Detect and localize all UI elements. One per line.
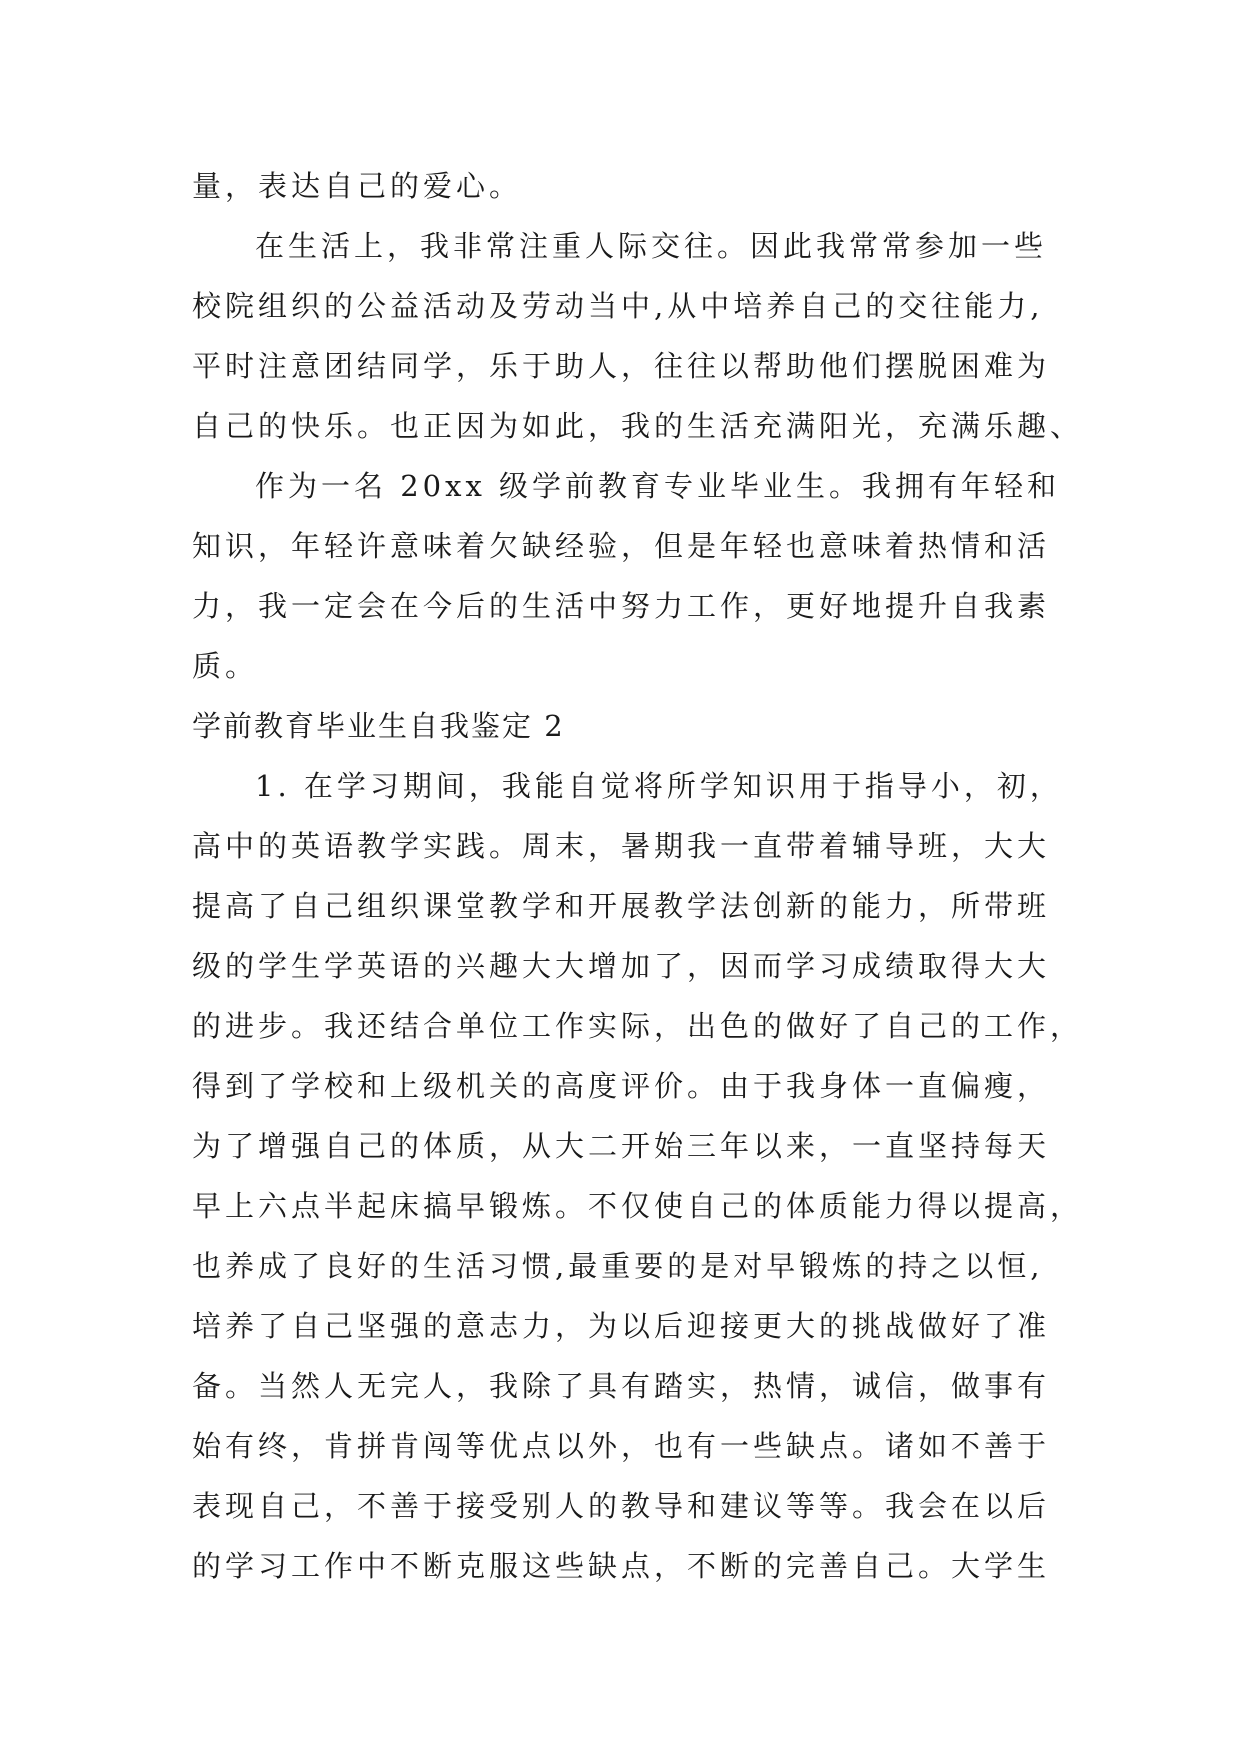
- text-line: 为了增强自己的体质，从大二开始三年以来，一直坚持每天: [192, 1129, 1051, 1163]
- text-line: 也养成了良好的生活习惯,最重要的是对早锻炼的持之以恒,: [192, 1249, 1044, 1283]
- text-line: 的进步。我还结合单位工作实际，出色的做好了自己的工作，: [192, 1009, 1084, 1043]
- text-line: 级的学生学英语的兴趣大大增加了，因而学习成绩取得大大: [192, 949, 1051, 983]
- paragraph-start: 在生活上，我非常注重人际交往。因此我常常参加一些: [255, 229, 1048, 263]
- paragraph-start: 作为一名 20xx 级学前教育专业毕业生。我拥有年轻和: [255, 469, 1061, 503]
- text-line: 备。当然人无完人，我除了具有踏实，热情，诚信，做事有: [192, 1369, 1051, 1403]
- paragraph-start: 1. 在学习期间，我能自觉将所学知识用于指导小，初，: [255, 769, 1063, 803]
- section-heading: 学前教育毕业生自我鉴定 2: [192, 709, 565, 743]
- text-line: 培养了自己坚强的意志力，为以后迎接更大的挑战做好了准: [192, 1309, 1051, 1343]
- text-line: 高中的英语教学实践。周末，暑期我一直带着辅导班，大大: [192, 829, 1051, 863]
- text-line: 始有终，肯拼肯闯等优点以外，也有一些缺点。诸如不善于: [192, 1429, 1051, 1463]
- text-line: 的学习工作中不断克服这些缺点，不断的完善自己。大学生: [192, 1549, 1051, 1583]
- text-line: 提高了自己组织课堂教学和开展教学法创新的能力，所带班: [192, 889, 1051, 923]
- text-line: 量，表达自己的爱心。: [192, 169, 523, 203]
- text-line: 平时注意团结同学，乐于助人，往往以帮助他们摆脱困难为: [192, 349, 1051, 383]
- text-line: 表现自己，不善于接受别人的教导和建议等等。我会在以后: [192, 1489, 1051, 1523]
- text-line: 力，我一定会在今后的生活中努力工作，更好地提升自我素: [192, 589, 1051, 623]
- text-line: 早上六点半起床搞早锻炼。不仅使自己的体质能力得以提高，: [192, 1189, 1084, 1223]
- text-line: 得到了学校和上级机关的高度评价。由于我身体一直偏瘦，: [192, 1069, 1051, 1103]
- text-line: 知识，年轻许意味着欠缺经验，但是年轻也意味着热情和活: [192, 529, 1051, 563]
- text-line: 自己的快乐。也正因为如此，我的生活充满阳光，充满乐趣、: [192, 409, 1084, 443]
- text-line: 质。: [192, 649, 259, 683]
- text-line: 校院组织的公益活动及劳动当中,从中培养自己的交往能力,: [192, 289, 1044, 323]
